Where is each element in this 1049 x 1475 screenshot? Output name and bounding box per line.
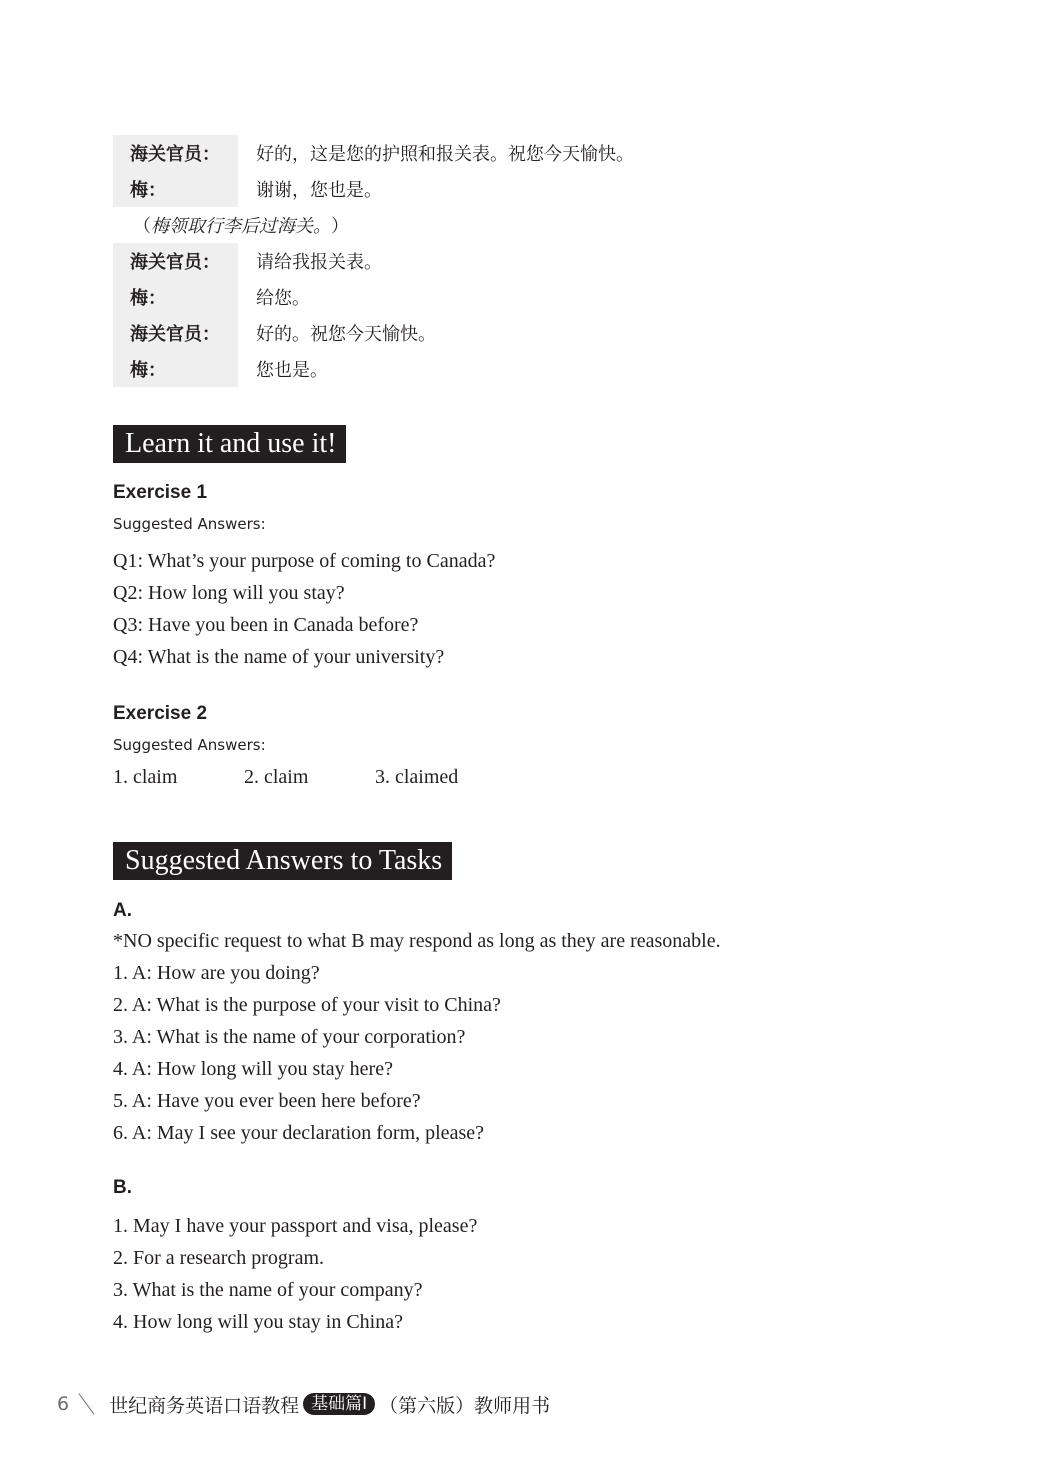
stage-direction-text: 梅领取行李后过海关。: [151, 216, 331, 237]
answer-line: Q4: What is the name of your university?: [113, 646, 445, 668]
speech-text: 给您。: [256, 288, 310, 309]
divider-slash: [79, 1393, 95, 1415]
task-line: 2. A: What is the purpose of your visit to China?: [113, 994, 501, 1016]
dialogue-row: [113, 279, 634, 315]
stage-close-paren: ）: [331, 216, 349, 237]
task-b-label: B.: [113, 1177, 132, 1198]
speaker-label: 海关官员：: [113, 243, 238, 279]
task-line: *NO specific request to what B may respond as long as they are reasonable.: [113, 930, 721, 952]
exercise-1-title: Exercise 1: [113, 482, 208, 503]
speaker-label: 梅：: [113, 279, 238, 315]
answer-item: 2. claim: [244, 766, 309, 788]
task-a-lines: [113, 925, 721, 1149]
page-footer: [57, 1388, 550, 1420]
speech-text: 您也是。: [256, 360, 328, 381]
speaker-label: 海关官员：: [113, 315, 238, 351]
speech-text: 好的，这是您的护照和报关表。祝您今天愉快。: [256, 144, 634, 165]
dialogue-row: [113, 315, 634, 351]
exercise-2-answers: [113, 766, 458, 789]
speaker-label: 梅：: [113, 171, 238, 207]
task-line: 5. A: Have you ever been here before?: [113, 1090, 421, 1112]
task-line: 4. How long will you stay in China?: [113, 1311, 403, 1333]
task-line: 1. A: How are you doing?: [113, 962, 320, 984]
task-line: 6. A: May I see your declaration form, please?: [113, 1122, 484, 1144]
speaker-label: 梅：: [113, 351, 238, 387]
book-title-edition: （第六版）教师用书: [379, 1394, 551, 1417]
answer-line: Q1: What’s your purpose of coming to Canada?: [113, 550, 496, 572]
exercise-2-subtitle: Suggested Answers:: [113, 736, 266, 754]
speech-text: 请给我报关表。: [256, 252, 382, 273]
stage-open-paren: （: [133, 216, 151, 237]
speaker-label: 海关官员：: [113, 135, 238, 171]
page-number: 6: [57, 1393, 70, 1415]
answer-item: 1. claim: [113, 766, 178, 788]
dialogue-row: [113, 171, 634, 207]
stage-direction: [113, 207, 634, 243]
answer-item: 3. claimed: [375, 766, 459, 788]
answer-line: Q3: Have you been in Canada before?: [113, 614, 419, 636]
dialogue-row: [113, 351, 634, 387]
dialogue: [113, 135, 634, 387]
level-badge: 基础篇Ⅰ: [303, 1393, 375, 1415]
book-title: 世纪商务英语口语教程: [109, 1394, 300, 1417]
dialogue-row: [113, 135, 634, 171]
exercise-1-answers: [113, 545, 495, 673]
answer-line: Q2: How long will you stay?: [113, 582, 345, 604]
dialogue-row: [113, 243, 634, 279]
task-line: 3. What is the name of your company?: [113, 1279, 423, 1301]
task-line: 3. A: What is the name of your corporation?: [113, 1026, 466, 1048]
exercise-2-title: Exercise 2: [113, 703, 208, 724]
speech-text: 谢谢，您也是。: [256, 180, 382, 201]
exercise-1-subtitle: Suggested Answers:: [113, 515, 266, 533]
task-line: 2. For a research program.: [113, 1247, 325, 1269]
section-banner-tasks: Suggested Answers to Tasks: [113, 842, 452, 880]
section-banner-learn: Learn it and use it!: [113, 425, 346, 463]
task-b-lines: [113, 1210, 477, 1338]
task-a-label: A.: [113, 900, 132, 921]
task-line: 1. May I have your passport and visa, please?: [113, 1215, 478, 1237]
task-line: 4. A: How long will you stay here?: [113, 1058, 393, 1080]
speech-text: 好的。祝您今天愉快。: [256, 324, 436, 345]
